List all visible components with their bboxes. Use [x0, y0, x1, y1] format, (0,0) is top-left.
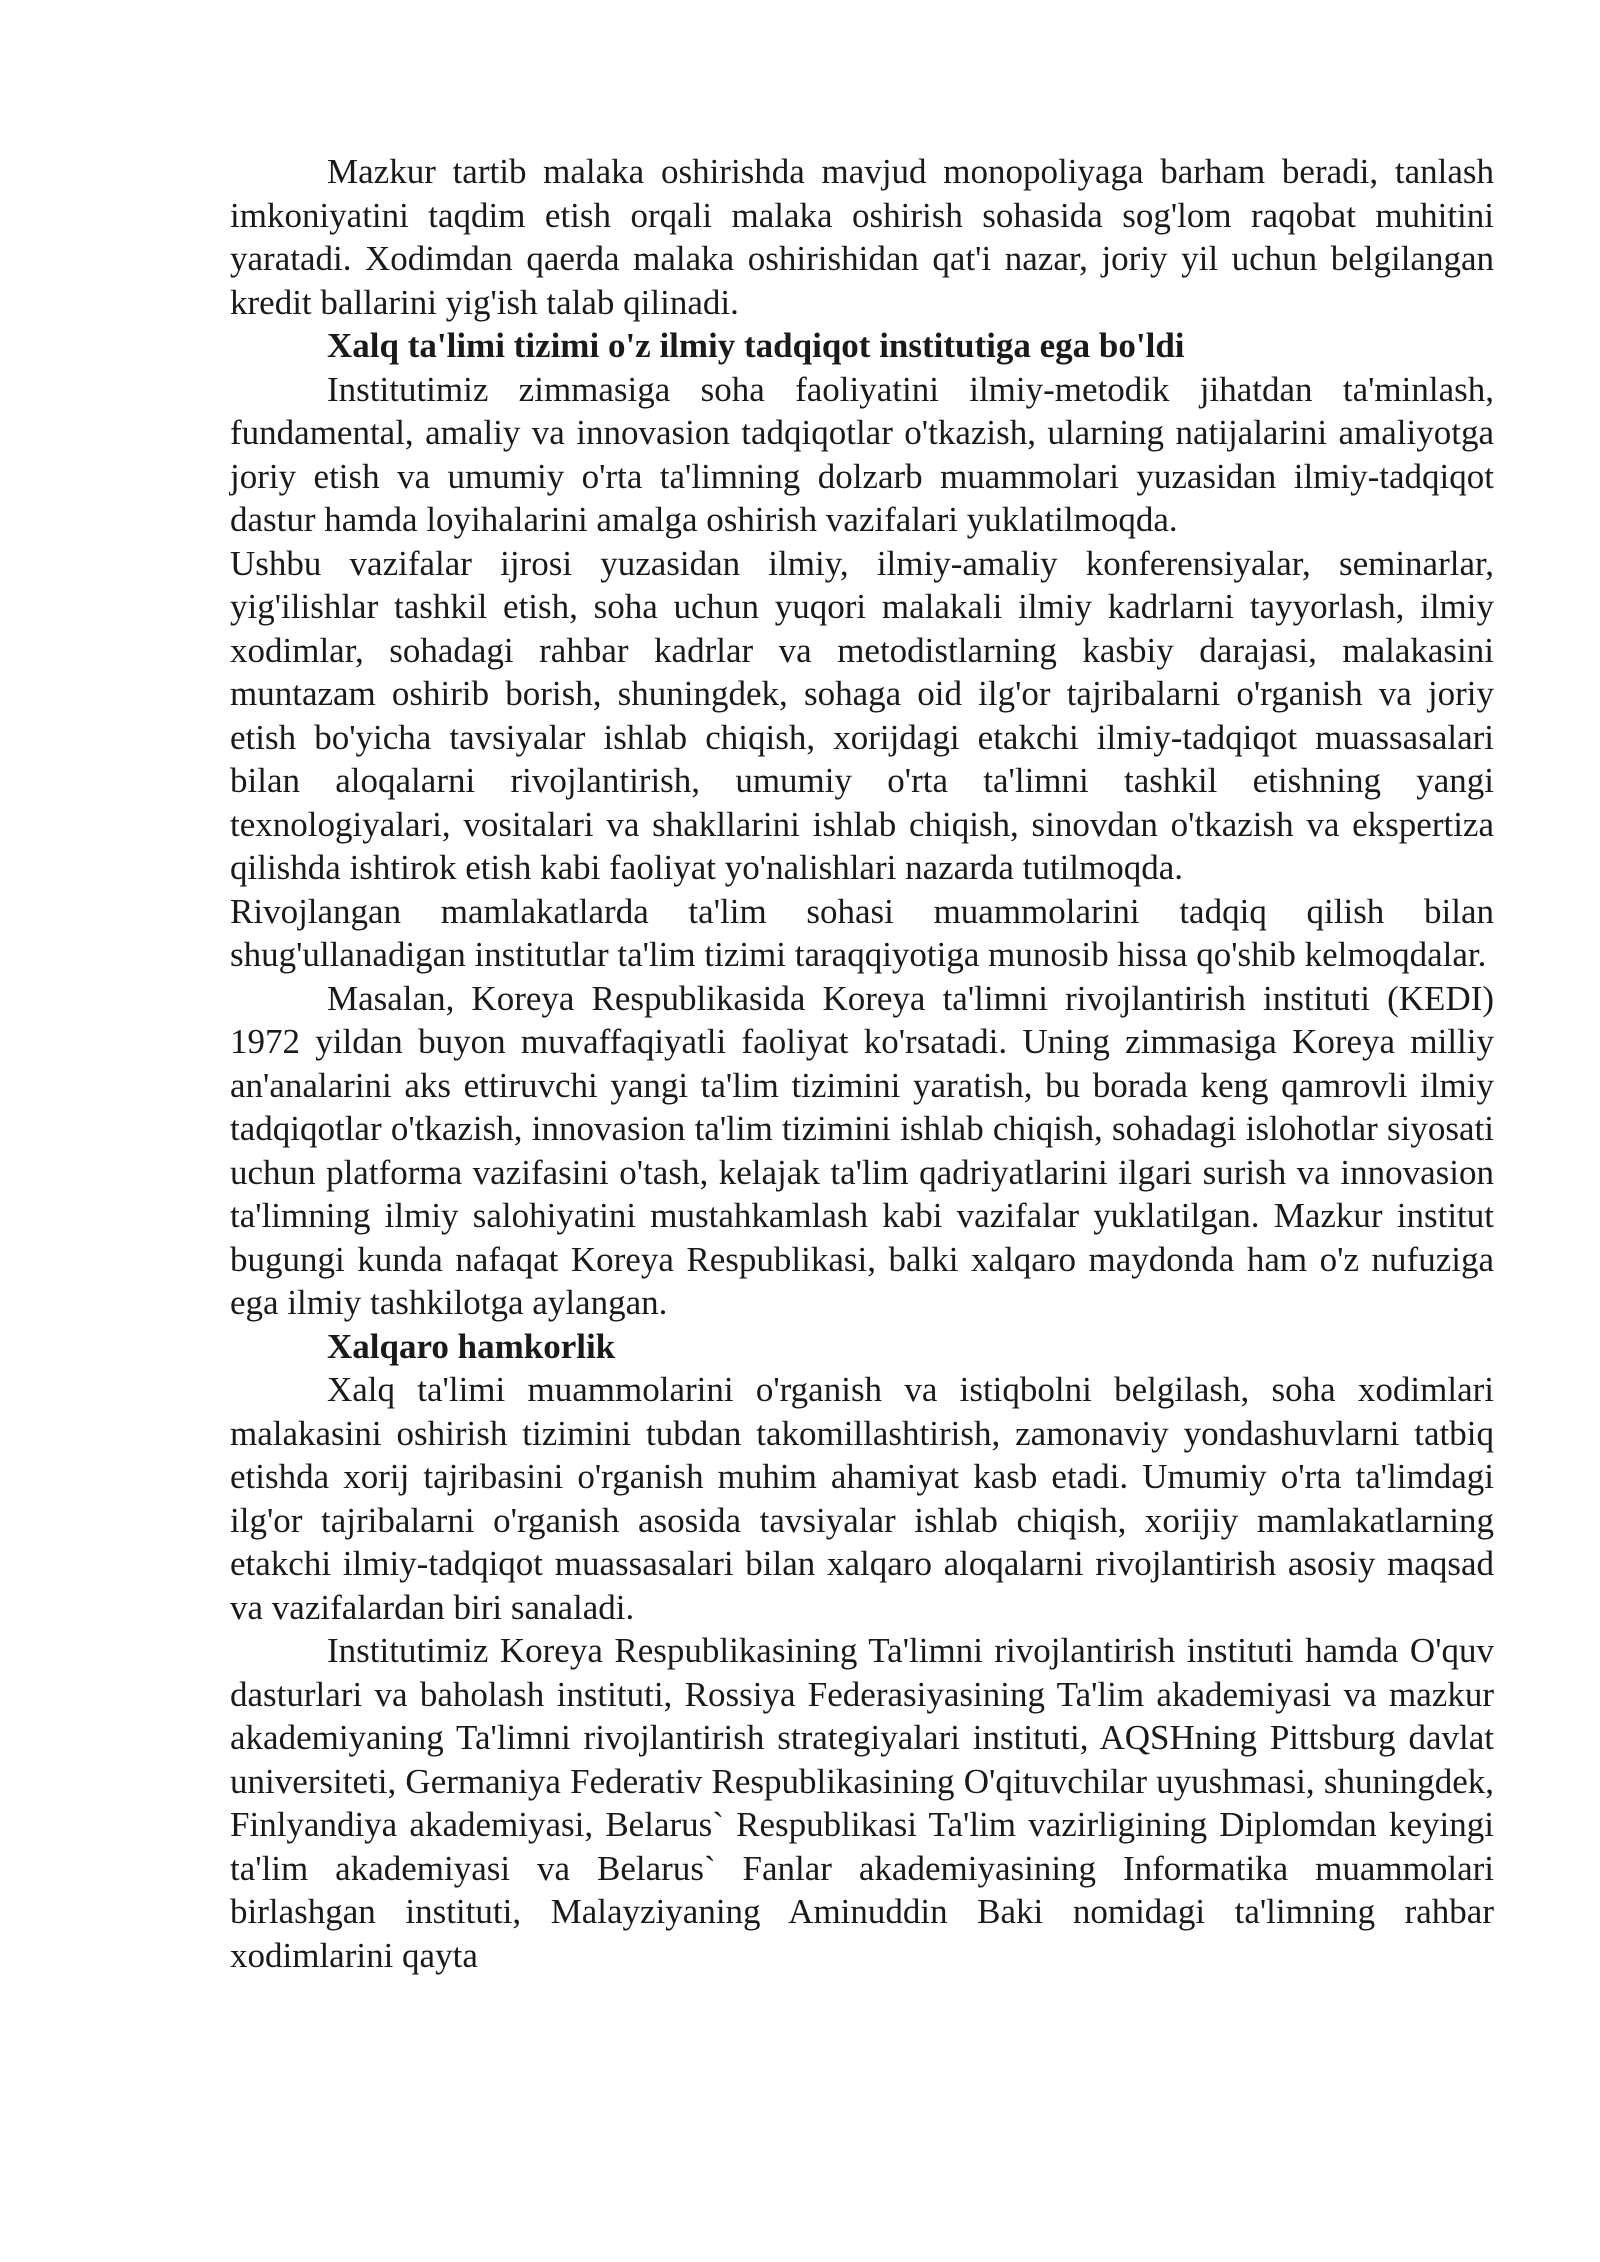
heading-international-cooperation: Xalqaro hamkorlik	[327, 1326, 616, 1366]
paragraph-korea-kedi: Masalan, Koreya Respublikasida Koreya ta'limni rivojlantirish instituti (KEDI) 1972 yildan buyon muvaffaqiyatli faoliyat ko'rsatadi. Uning zimmasiga Koreya milliy an'analarini aks ettiruvchi yangi ta'lim tizimini yaratish, bu borada keng qamrovli ilmiy tadqiqotlar o'tkazish, innovasion ta'lim tizimini ishlab chiqish, sohadagi islohotlar siyosati uchun platforma vazifasini o'tash, kelajak ta'lim qadriyatlarini ilgari surish va innovasion ta'limning ilmiy salohiyatini mustahkamlash kabi vazifalar yuklatilgan. Mazkur institut bugungi kunda nafaqat Koreya Respublikasi, balki xalqaro maydonda ham o'z nufuziga ega ilmiy tashkilotga aylangan.	[230, 978, 1494, 1322]
paragraph-training-monopoly: Mazkur tartib malaka oshirishda mavjud monopoliyaga barham beradi, tanlash imkoniyatini taqdim etish orqali malaka oshirish sohasida sog'lom raqobat muhitini yaratadi. Xodimdan qaerda malaka oshirishidan qat'i nazar, joriy yil uchun belgilangan kredit ballarini yig'ish talab qilinadi.	[230, 152, 1494, 322]
paragraph-developed-countries: Rivojlangan mamlakatlarda ta'lim sohasi muammolarini tadqiq qilish bilan shug'ullanadigan institutlar ta'lim tizimi taraqqiyotiga munosib hissa qo'shib kelmoqdalar.	[230, 891, 1494, 974]
paragraph-partner-institutions: Institutimiz Koreya Respublikasining Ta'limni rivojlantirish instituti hamda O'quv dasturlari va baholash instituti, Rossiya Federasiyasining Ta'lim akademiyasi va mazkur akademiyaning Ta'limni rivojlantirish strategiyalari instituti, AQSHning Pittsburg davlat universiteti, Germaniya Federativ Respublikasining O'qituvchilar uyushmasi, shuningdek, Finlyandiya akademiyasi, Belarus` Respublikasi Ta'lim vazirligining Diplomdan keyingi ta'lim akademiyasi va Belarus` Fanlar akademiyasining Informatika muammolari birlashgan instituti, Malayziyaning Aminuddin Baki nomidagi ta'limning rahbar xodimlarini qayta	[230, 1631, 1494, 1975]
document-page	[230, 150, 1494, 1977]
heading-research-institute: Xalq ta'limi tizimi o'z ilmiy tadqiqot institutiga ega bo'ldi	[327, 326, 1185, 365]
paragraph-foreign-experience: Xalq ta'limi muammolarini o'rganish va istiqbolni belgilash, soha xodimlari malakasini oshirish tizimini tubdan takomillashtirish, zamonaviy yondashuvlarni tatbiq etishda xorij tajribasini o'rganish muhim ahamiyat kasb etadi. Umumiy o'rta ta'limdagi ilg'or tajribalarni o'rganish asosida tavsiyalar ishlab chiqish, xorijiy mamlakatlarning etakchi ilmiy-tadqiqot muassasalari bilan xalqaro aloqalarni rivojlantirish asosiy maqsad va vazifalardan biri sanaladi.	[230, 1370, 1494, 1627]
paragraph-institute-duties: Institutimiz zimmasiga soha faoliyatini ilmiy-metodik jihatdan ta'minlash, fundamental, amaliy va innovasion tadqiqotlar o'tkazish, ularning natijalarini amaliyotga joriy etish va umumiy o'rta ta'limning dolzarb muammolari yuzasidan ilmiy-tadqiqot dastur hamda loyihalarini amalga oshirish vazifalari yuklatilmoqda.	[230, 369, 1494, 539]
paragraph-activity-directions: Ushbu vazifalar ijrosi yuzasidan ilmiy, ilmiy-amaliy konferensiyalar, seminarlar, yig'ilishlar tashkil etish, soha uchun yuqori malakali ilmiy kadrlarni tayyorlash, ilmiy xodimlar, sohadagi rahbar kadrlar va metodistlarning kasbiy darajasi, malakasini muntazam oshirib borish, shuningdek, sohaga oid ilg'or tajribalarni o'rganish va joriy etish bo'yicha tavsiyalar ishlab chiqish, xorijdagi etakchi ilmiy-tadqiqot muassasalari bilan aloqalarni rivojlantirish, umumiy o'rta ta'limni tashkil etishning yangi texnologiyalari, vositalari va shakllarini ishlab chiqish, sinovdan o'tkazish va ekspertiza qilishda ishtirok etish kabi faoliyat yo'nalishlari nazarda tutilmoqda.	[230, 543, 1494, 887]
